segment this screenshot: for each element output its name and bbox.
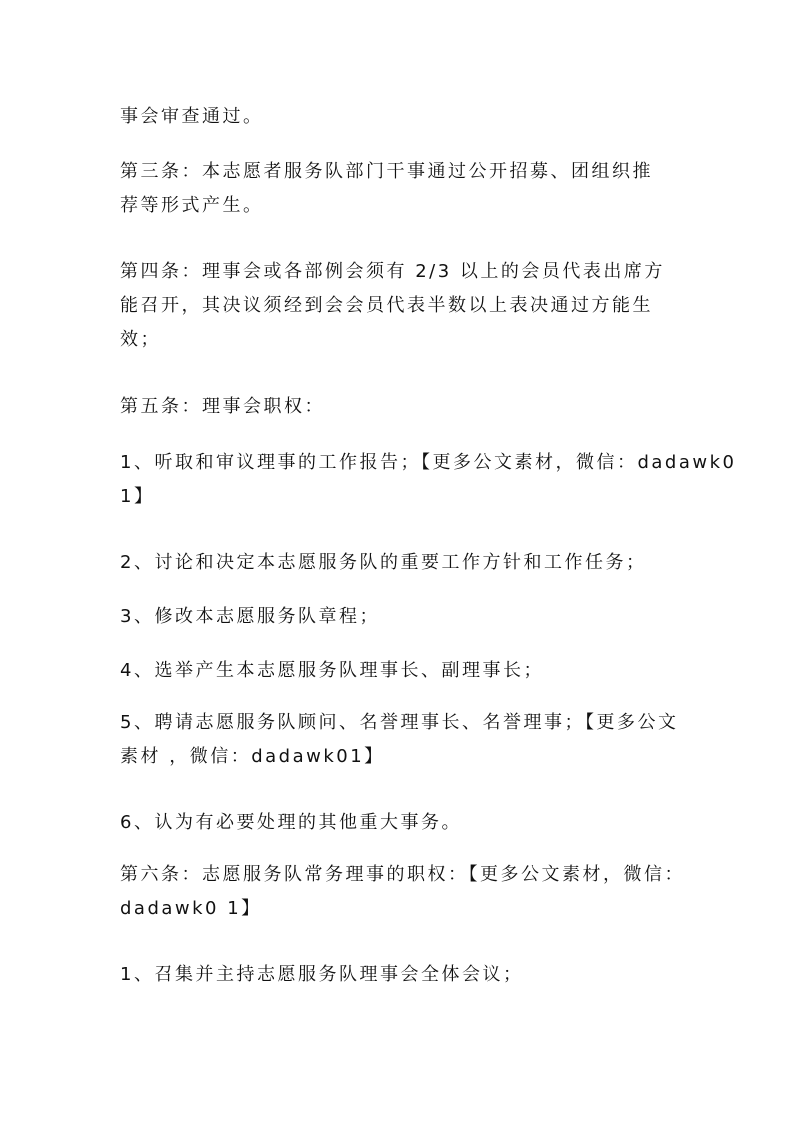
paragraph-article-3: [120, 155, 680, 223]
text-line: 素材 ，微信：dadawk01】: [120, 746, 385, 767]
text-line: 3、修改本志愿服务队章程；: [120, 606, 380, 627]
text-line: 第三条：本志愿者服务队部门干事通过公开招募、团组织推: [120, 161, 653, 182]
text-line: 4、选举产生本志愿服务队理事长、副理事长；: [120, 660, 544, 681]
list-item-5: [120, 706, 680, 774]
text-line: 1】: [120, 486, 155, 507]
text-line: 第四条：理事会或各部例会须有 2/3 以上的会员代表出席方: [120, 261, 665, 282]
text-line: 2、讨论和决定本志愿服务队的重要工作方针和工作任务；: [120, 552, 647, 573]
text-line: 1、听取和审议理事的工作报告；【更多公文素材，微信：dadawk0: [120, 452, 737, 473]
list-item-1: [120, 446, 737, 514]
text-line: 6、认为有必要处理的其他重大事务。: [120, 812, 462, 833]
text-line: 5、聘请志愿服务队顾问、名誉理事长、名誉理事；【更多公文: [120, 712, 679, 733]
text-line: dadawk0 1】: [120, 898, 262, 919]
text-line: 荐等形式产生。: [120, 195, 264, 216]
list-item-article-6-1: [120, 958, 680, 992]
paragraph-1: [120, 100, 680, 134]
text-line: 效；: [120, 329, 161, 350]
list-item-2: [120, 546, 680, 580]
list-item-3: [120, 600, 680, 634]
text-line: 第五条：理事会职权：: [120, 396, 325, 417]
paragraph-article-5: [120, 390, 680, 424]
text-line: 事会审查通过。: [120, 106, 264, 127]
text-line: 能召开，其决议须经到会会员代表半数以上表决通过方能生: [120, 295, 653, 316]
list-item-6: [120, 806, 680, 840]
paragraph-article-4: [120, 255, 680, 357]
text-line: 第六条：志愿服务队常务理事的职权：【更多公文素材，微信：: [120, 864, 685, 885]
text-line: 1、召集并主持志愿服务队理事会全体会议；: [120, 964, 524, 985]
paragraph-article-6: [120, 858, 685, 926]
list-item-4: [120, 654, 680, 688]
